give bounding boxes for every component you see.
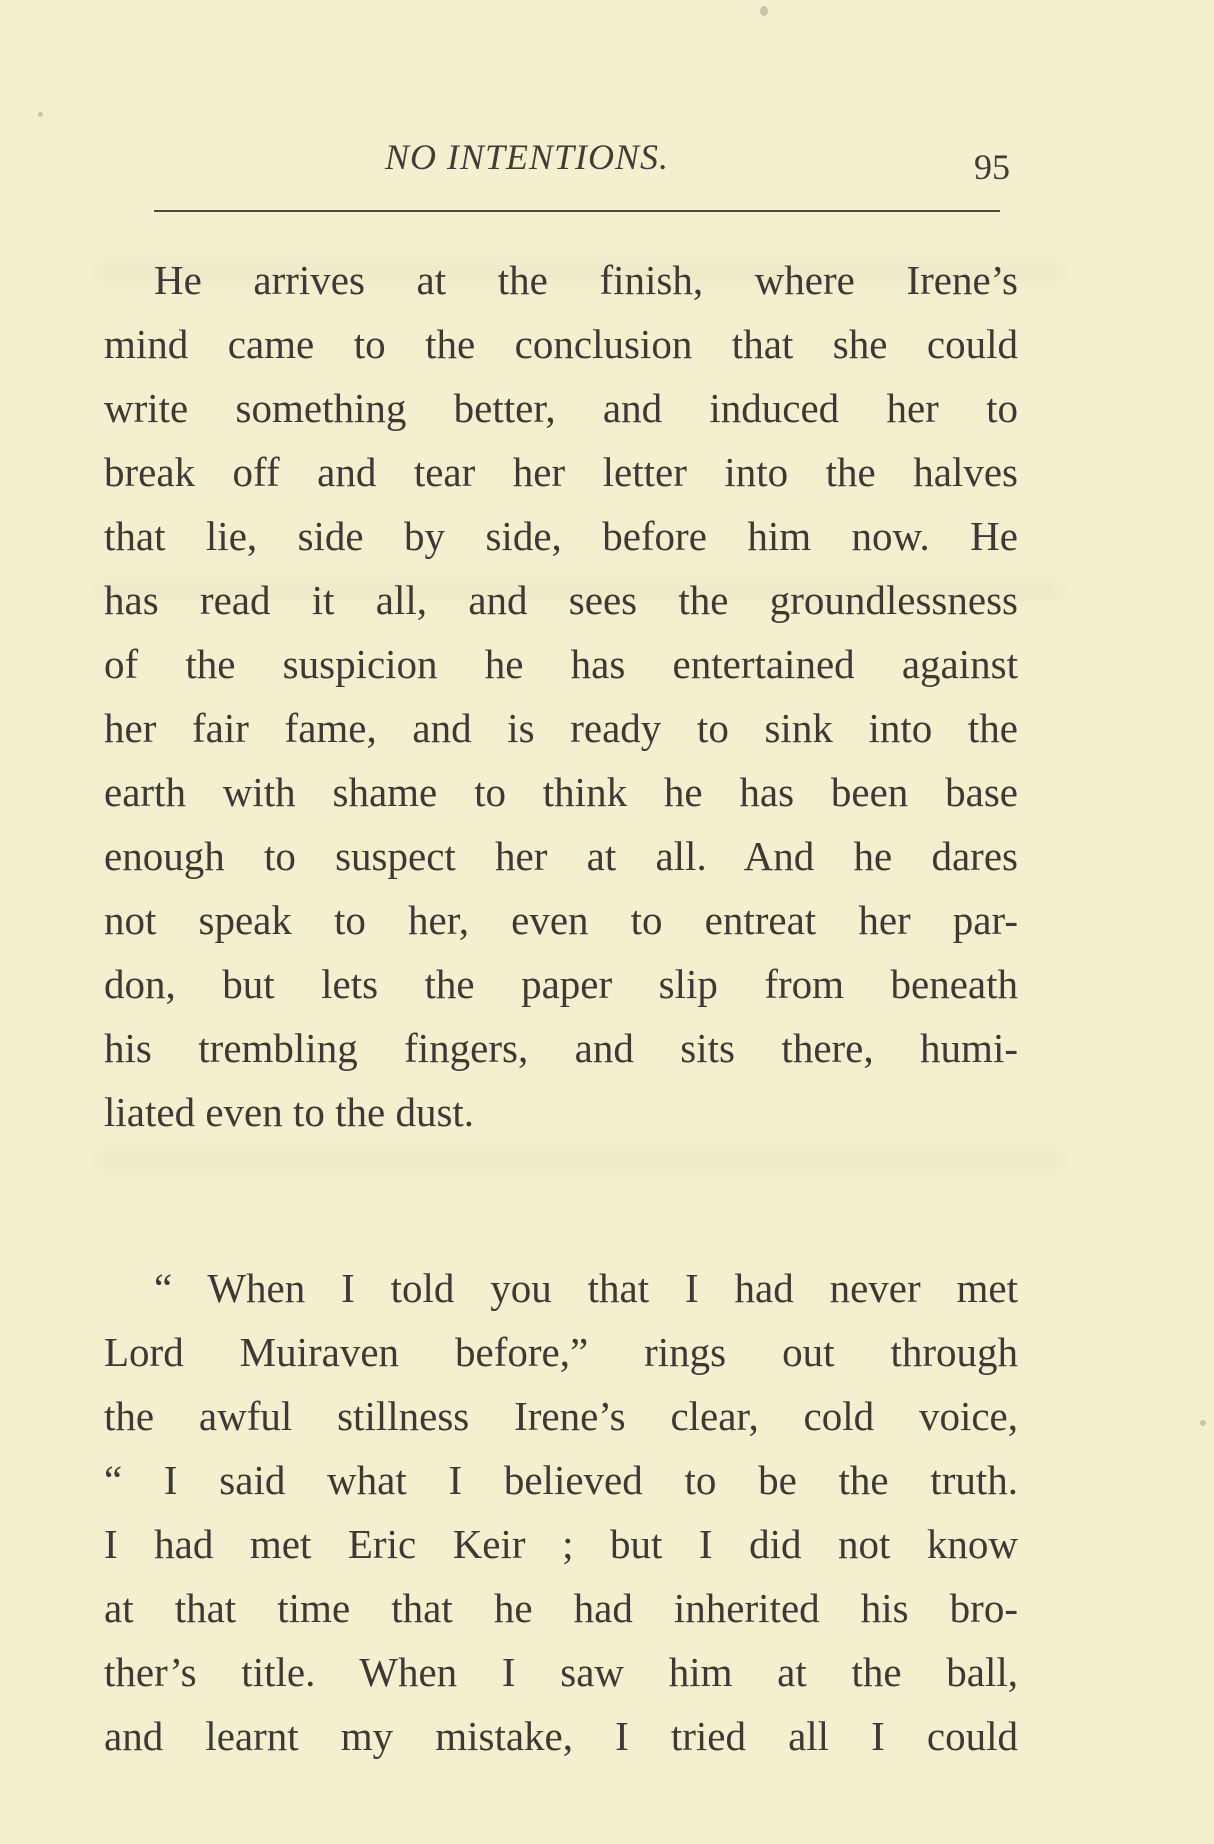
body-text [104, 248, 1018, 1768]
text-line: He arrives at the finish, where Irene’s [154, 257, 1018, 303]
text-line: has read it all, and sees the groundlessness [104, 577, 1018, 623]
running-head [0, 128, 1214, 188]
header-rule [154, 210, 1000, 212]
text-line: earth with shame to think he has been base [104, 769, 1018, 815]
text-line: at that time that he had inherited his bro- [104, 1585, 1018, 1631]
paragraph [104, 1256, 1018, 1768]
paragraph-gap [104, 1144, 1018, 1256]
text-line: his trembling fingers, and sits there, humi- [104, 1025, 1018, 1071]
text-line: Lord Muiraven before,” rings out through [104, 1329, 1018, 1375]
text-line: her fair fame, and is ready to sink into the [104, 705, 1018, 751]
text-line: ther’s title. When I saw him at the ball, [104, 1649, 1018, 1695]
text-line: break off and tear her letter into the halves [104, 449, 1018, 495]
text-line: don, but lets the paper slip from beneath [104, 961, 1018, 1007]
text-line: mind came to the conclusion that she could [104, 321, 1018, 367]
paper-speck [1200, 1420, 1206, 1426]
paragraph [104, 248, 1018, 1144]
text-line: that lie, side by side, before him now. He [104, 513, 1018, 559]
text-line: I had met Eric Keir ; but I did not know [104, 1521, 1018, 1567]
text-line: not speak to her, even to entreat her par- [104, 897, 1018, 943]
page-number: 95 [974, 147, 1010, 187]
text-line: of the suspicion he has entertained against [104, 641, 1018, 687]
paper-speck [38, 112, 43, 117]
text-line: enough to suspect her at all. And he dares [104, 833, 1018, 879]
text-line: “ I said what I believed to be the truth. [104, 1457, 1018, 1503]
text-line: and learnt my mistake, I tried all I could [104, 1713, 1018, 1759]
text-line: “ When I told you that I had never met [154, 1265, 1018, 1311]
running-title: NO INTENTIONS. [385, 137, 670, 177]
text-line: the awful stillness Irene’s clear, cold voice, [104, 1393, 1018, 1439]
text-line: write something better, and induced her to [104, 385, 1018, 431]
text-line: liated even to the dust. [104, 1089, 475, 1135]
paper-speck [760, 6, 768, 16]
